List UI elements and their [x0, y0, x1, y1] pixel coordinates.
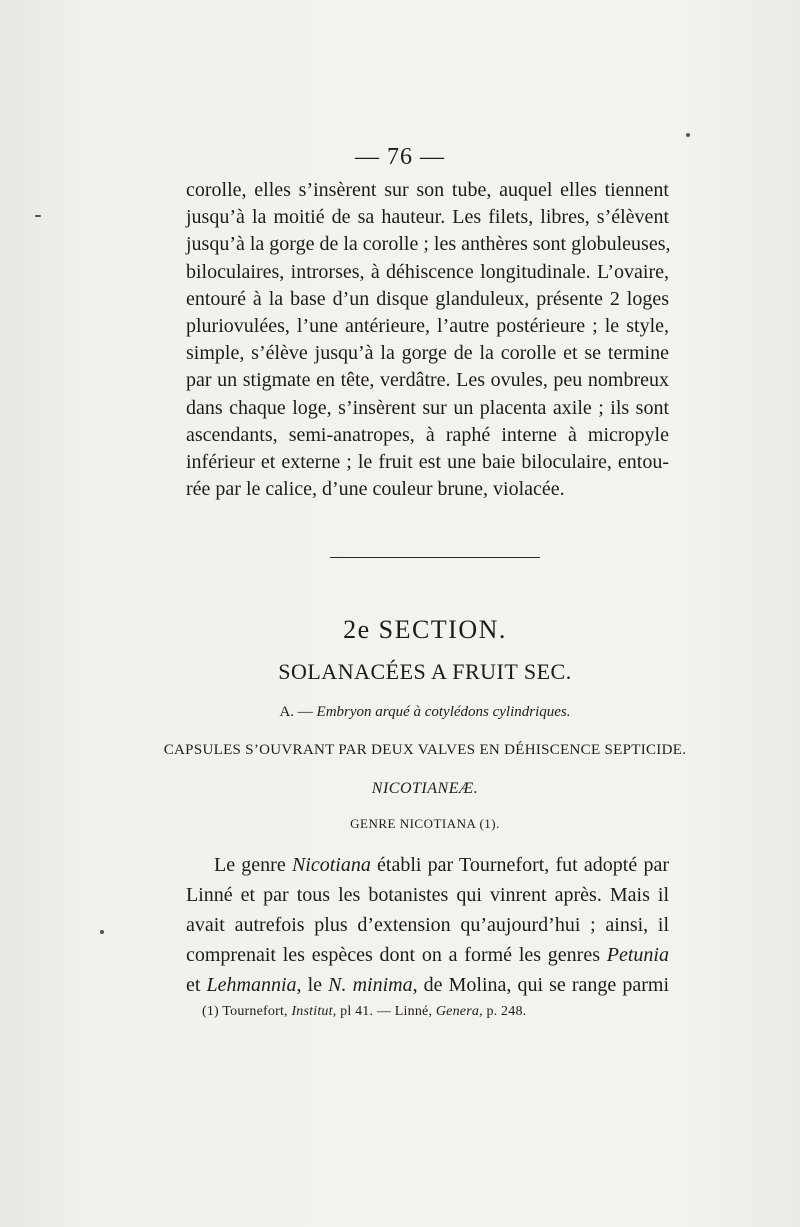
paper-speck [100, 930, 104, 934]
paper-speck [35, 215, 41, 217]
paragraph-1-line: par un stigmate en tête, verdâtre. Les ovules, peu nombreux [186, 369, 669, 392]
paragraph-2-line [186, 940, 669, 970]
paragraph-1-line: pluriovulées, l’une antérieure, l’autre postérieure ; le style, [186, 315, 669, 338]
section-subtitle: SOLANACÉES A FRUIT SEC. [278, 659, 572, 684]
genre-heading: GENRE NICOTIANA (1). [350, 816, 500, 831]
paragraph-1-line: jusqu’à la moitié de sa hauteur. Les filets, libres, s’élèvent [186, 206, 669, 229]
paper-speck [686, 133, 690, 137]
subdivision-letter: A. — [279, 704, 313, 720]
paragraph-1 [186, 177, 669, 503]
section-divider [330, 557, 540, 558]
paragraph-1-line: simple, s’élève jusqu’à la gorge de la corolle et se termine [186, 342, 669, 365]
text-run: comprenait les espèces dont on a formé les genres [186, 944, 607, 966]
footnote [202, 1004, 642, 1020]
text-run: , pl 41. — Linné, [332, 1004, 436, 1019]
paragraph-1-line: inférieur et externe ; le fruit est une baie biloculaire, entou- [186, 451, 669, 474]
paragraph-2 [186, 850, 669, 1000]
paragraph-1-line: entouré à la base d’un disque glanduleux, présente 2 loges [186, 287, 669, 310]
italic-run: Institut [291, 1004, 333, 1019]
text-run: Le genre [214, 854, 292, 876]
capsules-heading: CAPSULES S’OUVRANT PAR DEUX VALVES EN DÉHISCENCE SEPTICIDE. [163, 742, 687, 758]
page-number: — 76 — [355, 144, 445, 170]
paragraph-2-line: avait autrefois plus d’extension qu’aujourd’hui ; ainsi, il [186, 914, 669, 936]
tribe-heading: NICOTIANEÆ. [371, 780, 479, 797]
paragraph-1-line: ascendants, semi-anatropes, à raphé interne à micropyle [186, 423, 669, 446]
paragraph-1-line: rée par le calice, d’une couleur brune, violacée. [186, 478, 565, 501]
subdivision-heading [0, 704, 800, 721]
paragraph-1-line: biloculaires, introrses, à déhiscence longitudinale. L’ovaire, [186, 260, 669, 283]
italic-run: Nicotiana [291, 854, 371, 876]
italic-run: Lehmannia [206, 974, 297, 996]
paragraph-1-line: corolle, elles s’insèrent sur son tube, auquel elles tiennent [186, 179, 669, 201]
italic-run: Genera [435, 1004, 480, 1019]
text-run: , de Molina, qui se range parmi [412, 974, 670, 996]
text-run: et [186, 974, 207, 996]
italic-run: N. minima [328, 974, 413, 996]
text-run: , p. 248. [479, 1004, 527, 1019]
text-run: (1) Tournefort, [202, 1004, 292, 1019]
paragraph-2-line [186, 850, 669, 880]
section-title: 2e SECTION. [343, 615, 507, 644]
subdivision-text: Embryon arqué à cotylédons cylindriques. [316, 704, 571, 720]
paragraph-2-line [186, 970, 669, 1000]
paragraph-1-line: dans chaque loge, s’insèrent sur un placenta axile ; ils sont [186, 396, 669, 419]
text-run: , le [296, 974, 329, 996]
italic-run: Petunia [606, 944, 669, 966]
text-run: établi par Tournefort, fut adopté par [370, 854, 669, 876]
paragraph-1-line: jusqu’à la gorge de la corolle ; les anthères sont globuleuses, [186, 233, 671, 256]
paragraph-2-line: Linné et par tous les botanistes qui vinrent après. Mais il [186, 884, 669, 906]
